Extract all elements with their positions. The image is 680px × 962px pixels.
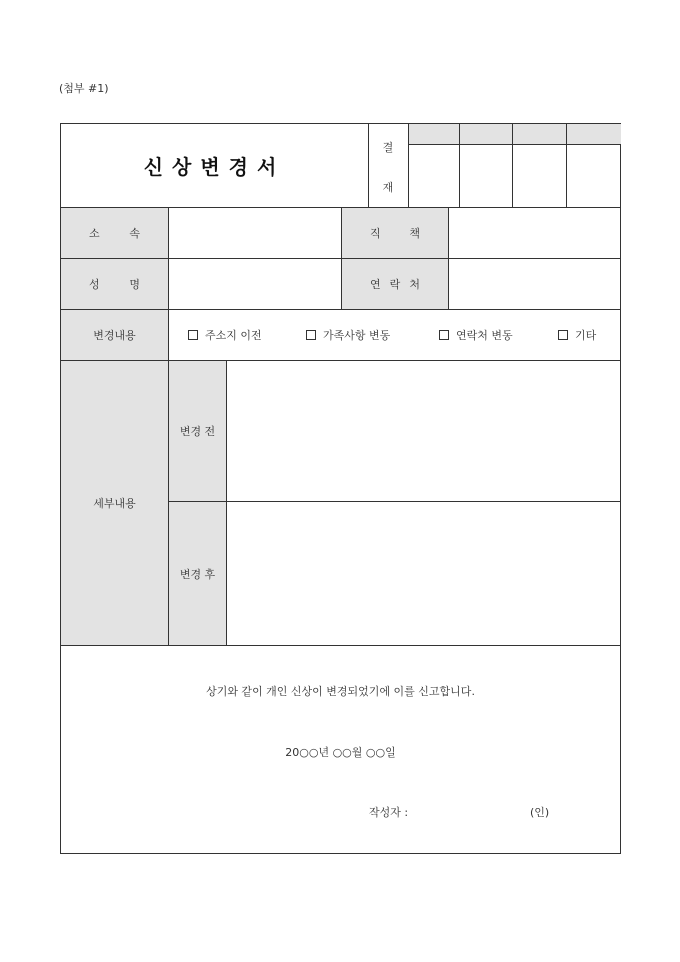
approval-sign-box-4[interactable] [567,145,621,207]
author-label: 작성자 : [369,806,409,819]
approval-sign-box-1[interactable] [409,145,459,207]
approval-header-row [409,124,621,144]
position-label: 직 책 [342,208,448,258]
change-options [169,310,620,360]
option-contact-change[interactable]: 연락처 변동 [439,310,513,360]
author-signature-field[interactable] [423,799,523,821]
change-content-label: 변경내용 [61,310,168,360]
declaration-statement: 상기와 같이 개인 신상이 변경되었기에 이를 신고합니다. [206,685,475,698]
after-change-input[interactable] [227,502,620,645]
checkbox-icon [188,330,198,340]
after-change-label: 변경 후 [169,502,226,645]
checkbox-icon [439,330,449,340]
detail-content-label: 세부내용 [61,361,168,645]
affiliation-label: 소 속 [61,208,168,258]
affiliation-input[interactable] [169,208,341,258]
date-line: 20○○년 ○○월 ○○일 [285,746,396,759]
approval-label-top: 결 [382,141,394,154]
checkbox-icon [306,330,316,340]
option-family-change[interactable]: 가족사항 변동 [306,310,390,360]
attachment-label: (첨부 #1) [59,82,109,95]
before-change-label: 변경 전 [169,361,226,501]
approval-sign-box-2[interactable] [460,145,512,207]
option-other[interactable]: 기타 [558,310,596,360]
seal-label: (인) [530,806,550,819]
option-address-change[interactable]: 주소지 이전 [188,310,262,360]
contact-input[interactable] [449,259,620,309]
before-change-input[interactable] [227,361,620,501]
name-label: 성 명 [61,259,168,309]
form-title: 신상변경서 [143,155,286,179]
name-input[interactable] [169,259,341,309]
personal-change-form [60,123,621,854]
approval-sign-box-3[interactable] [513,145,566,207]
checkbox-icon [558,330,568,340]
approval-label-bottom: 재 [382,181,394,194]
contact-label: 연 락 처 [342,259,448,309]
position-input[interactable] [449,208,620,258]
